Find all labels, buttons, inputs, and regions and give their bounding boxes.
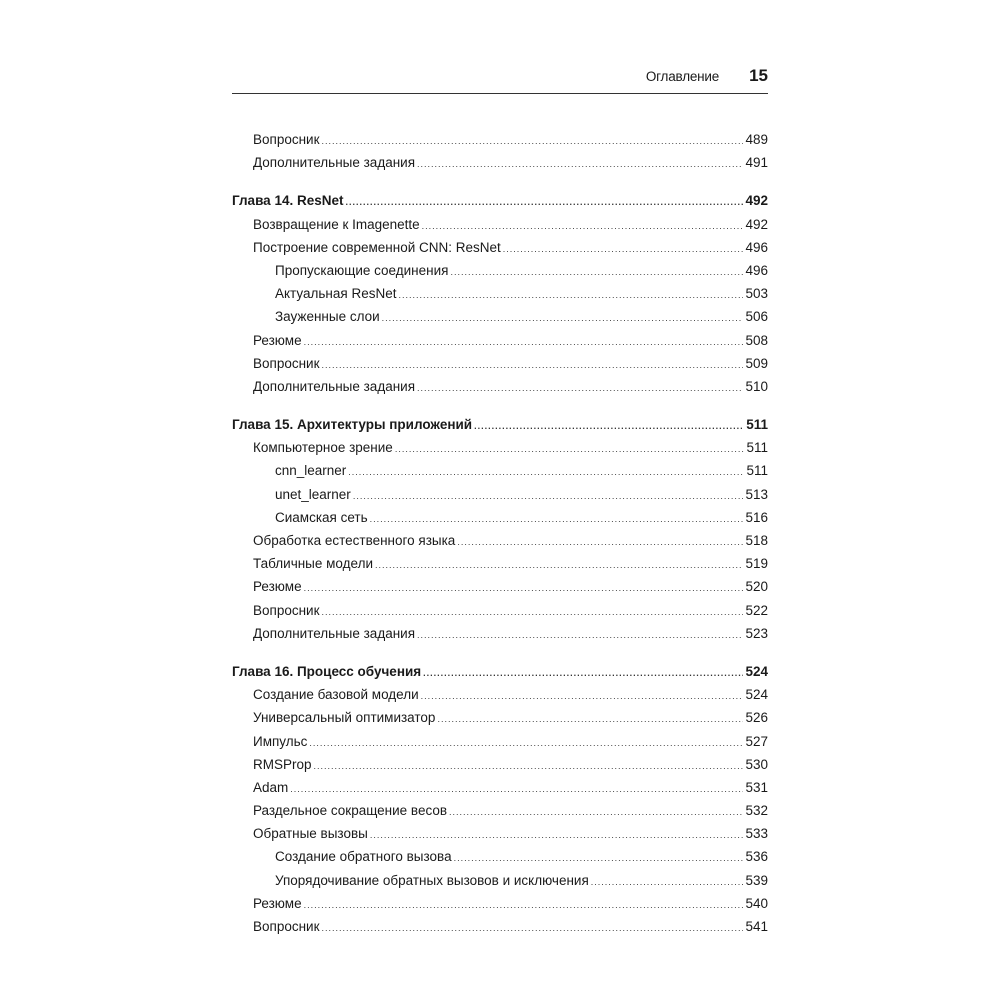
- toc-entry-page: 533: [745, 826, 768, 842]
- toc-entry-title: Вопросник: [253, 919, 320, 934]
- dot-leader: [422, 215, 744, 238]
- book-page: [232, 0, 768, 1000]
- dot-leader: [449, 801, 743, 824]
- toc-section-entry: [232, 730, 768, 753]
- dot-leader: [454, 847, 744, 870]
- toc-subsection-entry: [232, 305, 768, 328]
- toc-chapter-entry: [232, 413, 768, 436]
- toc-entry-title: Adam: [253, 779, 289, 795]
- dot-leader: [322, 130, 744, 153]
- toc-entry-page: 506: [745, 309, 768, 325]
- toc-entry-page: 509: [745, 355, 768, 371]
- dot-leader: [398, 284, 743, 307]
- toc-entry-title: Создание обратного вызова: [275, 849, 452, 865]
- toc-section-entry: [232, 915, 768, 938]
- toc-entry-page: 519: [745, 556, 768, 572]
- toc-entry-page: 503: [745, 286, 768, 302]
- toc-entry-page: 536: [745, 849, 768, 865]
- toc-subsection-entry: [232, 282, 768, 305]
- toc-entry-page: 530: [745, 756, 768, 772]
- dot-leader: [304, 577, 744, 600]
- toc-entry-title: Глава 15. Архитектуры приложений: [232, 417, 473, 433]
- toc-section-entry: [232, 683, 768, 706]
- toc-entry-title: Раздельное сокращение весов: [253, 803, 448, 819]
- toc-entry-page: 510: [745, 378, 768, 394]
- running-header: [232, 66, 768, 92]
- toc-entry-title: Сиамская сеть: [275, 509, 368, 525]
- toc-section-entry: [232, 599, 768, 622]
- toc-entry-page: 522: [745, 602, 768, 618]
- dot-leader: [591, 871, 744, 894]
- toc-entry-page: 532: [745, 803, 768, 819]
- toc-entry-page: 524: [745, 663, 768, 679]
- toc-entry-title: Возвращение к Imagenette: [253, 216, 420, 232]
- toc-entry-title: Компьютерное зрение: [253, 440, 393, 456]
- toc-entry-title: Упорядочивание обратных вызовов и исключения: [275, 872, 589, 888]
- dot-leader: [375, 554, 743, 577]
- toc-section-entry: [232, 436, 768, 459]
- toc-entry-page: 518: [745, 533, 768, 548]
- toc-section-entry: [232, 706, 768, 729]
- toc-entry-page: 531: [745, 779, 768, 795]
- dot-leader: [503, 238, 744, 261]
- table-of-contents: [232, 128, 768, 938]
- toc-entry-title: RMSProp: [253, 756, 312, 772]
- toc-section-entry: [232, 552, 768, 575]
- dot-leader: [348, 461, 744, 484]
- toc-entry-title: unet_learner: [275, 486, 351, 502]
- toc-entry-title: Обратные вызовы: [253, 826, 368, 842]
- toc-entry-title: Резюме: [253, 895, 302, 911]
- toc-section-entry: [232, 151, 768, 174]
- toc-entry-title: Импульс: [253, 733, 308, 749]
- toc-subsection-entry: [232, 483, 768, 506]
- toc-section-entry: [232, 213, 768, 236]
- toc-entry-title: Построение современной CNN: ResNet: [253, 239, 501, 255]
- toc-entry-page: 523: [745, 625, 768, 641]
- toc-chapter-entry: [232, 660, 768, 683]
- toc-entry-page: 489: [745, 132, 768, 147]
- dot-leader: [370, 824, 744, 847]
- dot-leader: [474, 415, 744, 438]
- toc-section-entry: [232, 529, 768, 552]
- chapter-gap: [232, 398, 768, 413]
- toc-entry-title: Вопросник: [253, 602, 320, 618]
- toc-section-entry: [232, 753, 768, 776]
- toc-section-entry: [232, 352, 768, 375]
- toc-section-entry: [232, 575, 768, 598]
- toc-entry-page: 496: [745, 262, 768, 278]
- toc-entry-page: 492: [745, 216, 768, 232]
- toc-subsection-entry: [232, 506, 768, 529]
- toc-entry-page: 540: [745, 895, 768, 911]
- dot-leader: [290, 778, 743, 801]
- toc-entry-page: 524: [745, 687, 768, 703]
- toc-entry-page: 496: [745, 239, 768, 255]
- toc-entry-page: 516: [745, 509, 768, 525]
- toc-entry-page: 511: [746, 463, 768, 479]
- dot-leader: [370, 508, 744, 531]
- toc-entry-title: Вопросник: [253, 355, 320, 371]
- dot-leader: [457, 531, 743, 554]
- dot-leader: [437, 708, 743, 731]
- toc-entry-page: 526: [745, 710, 768, 726]
- dot-leader: [382, 307, 744, 330]
- dot-leader: [417, 153, 743, 176]
- toc-entry-page: 492: [745, 193, 768, 209]
- dot-leader: [423, 662, 743, 685]
- running-title: Оглавление: [645, 69, 720, 84]
- toc-entry-title: Зауженные слои: [275, 309, 380, 325]
- toc-entry-page: 527: [745, 733, 768, 749]
- toc-entry-title: cnn_learner: [275, 463, 347, 479]
- dot-leader: [417, 624, 743, 647]
- toc-section-entry: [232, 776, 768, 799]
- toc-section-entry: [232, 622, 768, 645]
- dot-leader: [309, 732, 743, 755]
- toc-entry-title: Глава 14. ResNet: [232, 193, 344, 209]
- toc-entry-page: 491: [745, 155, 768, 171]
- toc-entry-page: 520: [745, 579, 768, 595]
- dot-leader: [417, 377, 743, 400]
- toc-subsection-entry: [232, 459, 768, 482]
- toc-entry-page: 508: [745, 332, 768, 348]
- toc-section-entry: [232, 375, 768, 398]
- toc-chapter-entry: [232, 189, 768, 212]
- toc-subsection-entry: [232, 845, 768, 868]
- toc-section-entry: [232, 799, 768, 822]
- toc-subsection-entry: [232, 869, 768, 892]
- toc-subsection-entry: [232, 259, 768, 282]
- toc-section-entry: [232, 128, 768, 151]
- toc-entry-title: Табличные модели: [253, 556, 373, 572]
- toc-entry-page: 511: [746, 440, 768, 456]
- toc-entry-title: Дополнительные задания: [253, 155, 416, 171]
- header-rule: [232, 93, 768, 94]
- dot-leader: [322, 601, 744, 624]
- toc-section-entry: [232, 236, 768, 259]
- dot-leader: [353, 485, 744, 508]
- dot-leader: [314, 755, 744, 778]
- dot-leader: [450, 261, 743, 284]
- toc-entry-title: Универсальный оптимизатор: [253, 710, 436, 726]
- toc-section-entry: [232, 892, 768, 915]
- toc-entry-title: Резюме: [253, 579, 302, 595]
- toc-entry-title: Вопросник: [253, 132, 320, 147]
- chapter-gap: [232, 174, 768, 189]
- toc-entry-title: Пропускающие соединения: [275, 262, 449, 278]
- toc-entry-title: Резюме: [253, 332, 302, 348]
- dot-leader: [345, 191, 743, 214]
- page-number: 15: [749, 66, 768, 85]
- toc-entry-title: Дополнительные задания: [253, 378, 416, 394]
- toc-entry-title: Актуальная ResNet: [275, 286, 397, 302]
- dot-leader: [322, 354, 744, 377]
- dot-leader: [322, 917, 744, 940]
- toc-entry-page: 511: [746, 417, 768, 433]
- toc-entry-title: Обработка естественного языка: [253, 533, 456, 548]
- toc-entry-page: 513: [745, 486, 768, 502]
- toc-entry-page: 539: [745, 872, 768, 888]
- toc-entry-page: 541: [745, 919, 768, 934]
- toc-entry-title: Глава 16. Процесс обучения: [232, 663, 422, 679]
- toc-entry-title: Создание базовой модели: [253, 687, 419, 703]
- chapter-gap: [232, 645, 768, 660]
- toc-section-entry: [232, 822, 768, 845]
- dot-leader: [304, 331, 744, 354]
- toc-entry-title: Дополнительные задания: [253, 625, 416, 641]
- dot-leader: [395, 438, 745, 461]
- toc-section-entry: [232, 329, 768, 352]
- dot-leader: [304, 894, 744, 917]
- dot-leader: [421, 685, 744, 708]
